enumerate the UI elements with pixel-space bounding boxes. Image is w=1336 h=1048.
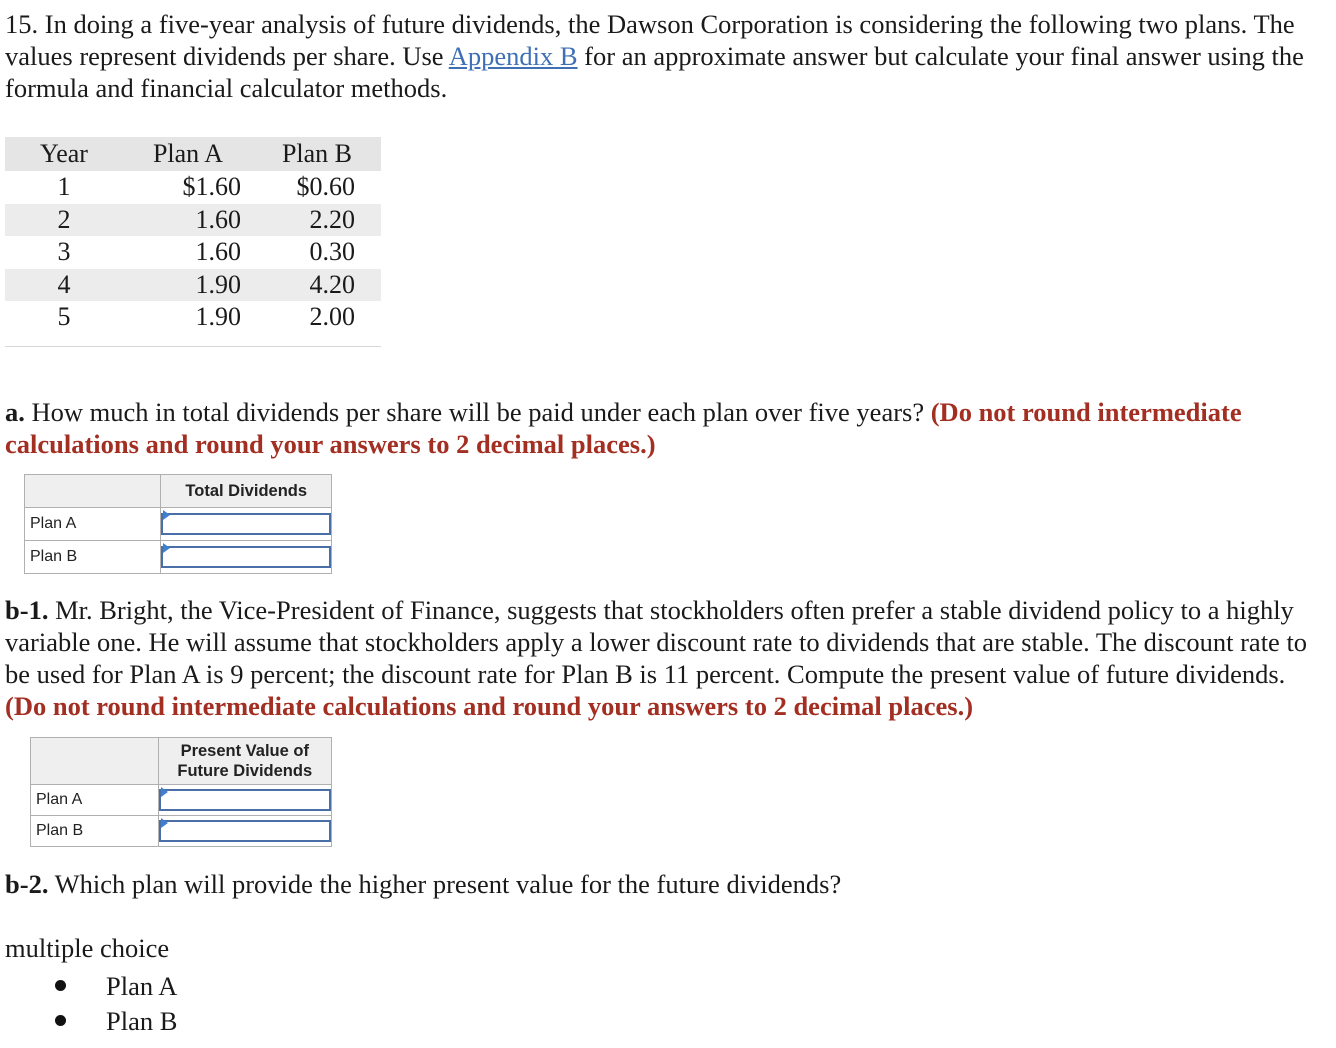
grid-corner xyxy=(25,475,161,508)
part-b2-question xyxy=(5,868,1331,900)
table-divider xyxy=(5,346,381,347)
plan-b-cell: 2.20 xyxy=(253,204,381,237)
row-label-plan-a: Plan A xyxy=(31,785,159,816)
plan-b-cell: 2.00 xyxy=(309,302,355,332)
year-cell: 2 xyxy=(5,204,123,237)
present-value-header-line2: Future Dividends xyxy=(177,762,313,780)
present-value-plan-b-cell xyxy=(158,816,331,847)
plan-a-cell: 1.90 xyxy=(195,302,241,332)
total-dividends-grid xyxy=(24,474,332,574)
part-b1-text: Mr. Bright, the Vice-President of Finance, suggests that stockholders often prefer a stable dividend policy to a highly variable one. He will assume that stockholders apply a lower discount rate to dividends that are stable. The discount rate to be used for Plan A is 9 percent; the discount rate for Plan B is 11 percent. Compute the present value of future dividends. xyxy=(5,595,1308,689)
present-value-plan-b-input[interactable] xyxy=(159,820,331,842)
grid-corner xyxy=(31,738,159,785)
question-intro xyxy=(5,8,1331,104)
dividend-table xyxy=(5,137,381,334)
plan-b-cell: 0.30 xyxy=(309,237,355,267)
plan-b-cell: $0.60 xyxy=(296,172,355,202)
present-value-plan-a-input[interactable] xyxy=(159,789,331,811)
part-b1-instruction: (Do not round intermediate calculations and round your answers to 2 decimal places.) xyxy=(5,691,974,721)
present-value-plan-a-cell xyxy=(158,785,331,816)
header-year: Year xyxy=(5,137,123,171)
total-dividends-plan-a-cell xyxy=(161,508,332,541)
total-dividends-header: Total Dividends xyxy=(161,475,332,508)
plan-a-cell: 1.90 xyxy=(123,269,253,302)
plan-a-cell: $1.60 xyxy=(182,172,241,202)
present-value-grid xyxy=(30,737,332,847)
header-plan-b: Plan B xyxy=(253,137,381,171)
cell-flag-icon xyxy=(161,787,168,797)
bullet-icon xyxy=(55,1015,66,1026)
plan-b-cell: 4.20 xyxy=(253,269,381,302)
part-a-text: How much in total dividends per share will be paid under each plan over five years? xyxy=(24,397,931,427)
bullet-icon xyxy=(55,980,66,991)
option-plan-b[interactable] xyxy=(52,1003,177,1038)
year-cell: 1 xyxy=(57,172,71,202)
part-b1-question xyxy=(5,594,1331,722)
row-label-plan-b: Plan B xyxy=(25,541,161,574)
option-label: Plan A xyxy=(106,970,178,1001)
appendix-b-link[interactable]: Appendix B xyxy=(448,41,578,71)
total-dividends-plan-b-input[interactable] xyxy=(161,546,331,568)
multiple-choice-label: multiple choice xyxy=(5,933,170,963)
part-a-instruction: (Do not round intermediate calculations and round your answers to 2 decimal places.) xyxy=(5,397,1242,459)
option-plan-a[interactable] xyxy=(52,968,177,1003)
row-label-plan-b: Plan B xyxy=(31,816,159,847)
part-b2-text: Which plan will provide the higher present value for the future dividends? xyxy=(48,869,842,899)
cell-flag-icon xyxy=(163,543,170,553)
part-a-question xyxy=(5,396,1331,460)
part-b1-label: b-1. xyxy=(5,595,49,625)
table-row xyxy=(5,236,381,269)
row-label-plan-a: Plan A xyxy=(25,508,161,541)
part-a-label: a. xyxy=(5,397,25,427)
table-row xyxy=(5,204,381,237)
cell-flag-icon xyxy=(163,510,170,520)
option-label: Plan B xyxy=(106,1005,178,1036)
total-dividends-plan-b-cell xyxy=(161,541,332,574)
year-cell: 4 xyxy=(5,269,123,302)
plan-a-cell: 1.60 xyxy=(195,237,241,267)
table-row xyxy=(5,269,381,302)
intro-text: 15. In doing a five-year analysis of future dividends, the Dawson Corporation is considering the following two plans. The values represent dividends per share. Use xyxy=(5,9,1295,71)
present-value-header-line1: Present Value of xyxy=(180,742,309,760)
multiple-choice-options xyxy=(52,968,177,1038)
total-dividends-plan-a-input[interactable] xyxy=(161,513,331,535)
header-plan-a: Plan A xyxy=(123,137,253,171)
table-row xyxy=(5,171,381,204)
table-row xyxy=(5,301,381,334)
cell-flag-icon xyxy=(161,818,168,828)
dividend-table-header xyxy=(5,137,381,171)
plan-a-cell: 1.60 xyxy=(123,204,253,237)
present-value-header xyxy=(158,738,331,785)
year-cell: 5 xyxy=(57,302,71,332)
part-b2-label: b-2. xyxy=(5,869,49,899)
year-cell: 3 xyxy=(57,237,71,267)
intro-tail: for an approximate answer but calculate your final answer using the formula and financial calculator methods. xyxy=(5,41,1304,103)
